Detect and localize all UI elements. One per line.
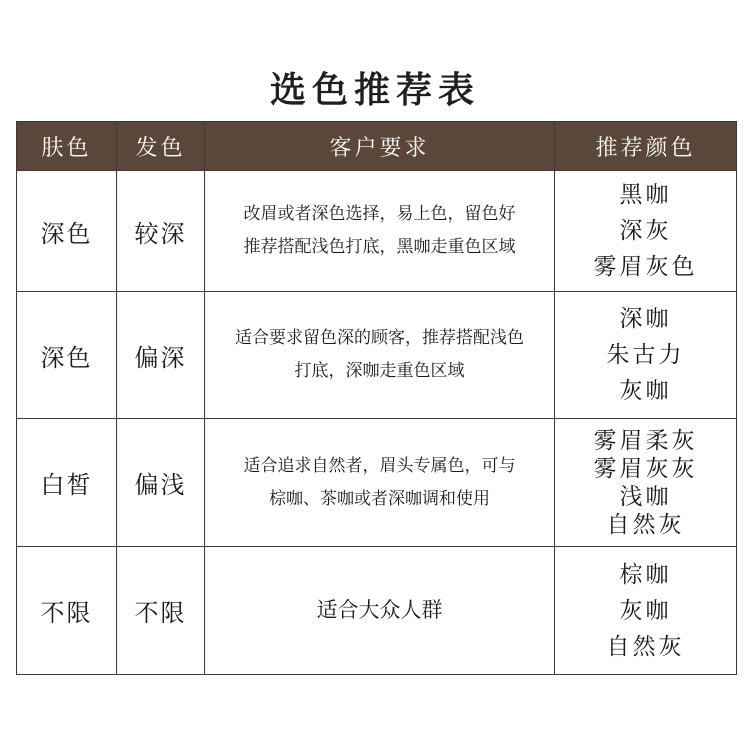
recommended-color: 黑咖 bbox=[619, 182, 672, 208]
hair-cell: 较深 bbox=[117, 171, 205, 292]
recommended-color: 雾眉柔灰 bbox=[593, 427, 698, 454]
header-hair-color: 发色 bbox=[117, 122, 205, 171]
request-cell bbox=[205, 419, 555, 547]
recommended-color: 棕咖 bbox=[619, 561, 672, 588]
page-title: 选色推荐表 bbox=[269, 70, 480, 111]
recommended-color: 朱古力 bbox=[606, 342, 685, 368]
request-line: 改眉或者深色选择，易上色，留色好 bbox=[243, 204, 516, 224]
recommended-color: 深咖 bbox=[619, 306, 672, 332]
recommended-color: 浅咖 bbox=[619, 483, 672, 510]
skin-cell: 深色 bbox=[17, 292, 117, 419]
recommended-cell bbox=[555, 547, 737, 675]
hair-cell: 偏浅 bbox=[117, 419, 205, 547]
table-row bbox=[17, 292, 737, 419]
skin-cell: 白皙 bbox=[17, 419, 117, 547]
request-line: 打底，深咖走重色区域 bbox=[294, 361, 465, 381]
skin-cell: 不限 bbox=[17, 547, 117, 675]
hair-cell: 偏深 bbox=[117, 292, 205, 419]
header-recommended-color: 推荐颜色 bbox=[555, 122, 737, 171]
table-row bbox=[17, 419, 737, 547]
table-row bbox=[17, 547, 737, 675]
table-row bbox=[17, 171, 737, 292]
request-line: 适合要求留色深的顾客，推荐搭配浅色 bbox=[235, 328, 524, 348]
request-line: 棕咖、茶咖或者深咖调和使用 bbox=[269, 488, 490, 509]
request-line: 适合大众人群 bbox=[316, 598, 443, 622]
header-skin-color: 肤色 bbox=[17, 122, 117, 171]
request-cell bbox=[205, 171, 555, 292]
recommended-color: 自然灰 bbox=[606, 633, 685, 660]
recommended-color: 深灰 bbox=[619, 218, 672, 244]
request-cell bbox=[205, 292, 555, 419]
request-cell bbox=[205, 547, 555, 675]
recommended-cell bbox=[555, 292, 737, 419]
recommended-color: 自然灰 bbox=[606, 511, 685, 538]
header-customer-request: 客户要求 bbox=[205, 122, 555, 171]
recommendation-table bbox=[16, 121, 737, 675]
recommended-color: 雾眉灰灰 bbox=[593, 455, 698, 482]
request-line: 适合追求自然者，眉头专属色，可与 bbox=[243, 455, 516, 476]
recommended-cell bbox=[555, 419, 737, 547]
recommended-color: 灰咖 bbox=[619, 378, 672, 404]
recommended-color: 雾眉灰色 bbox=[593, 254, 698, 280]
request-line: 推荐搭配浅色打底，黑咖走重色区域 bbox=[243, 237, 516, 257]
recommended-cell bbox=[555, 171, 737, 292]
hair-cell: 不限 bbox=[117, 547, 205, 675]
skin-cell: 深色 bbox=[17, 171, 117, 292]
recommended-color: 灰咖 bbox=[619, 597, 672, 624]
table-header-row bbox=[17, 122, 737, 171]
